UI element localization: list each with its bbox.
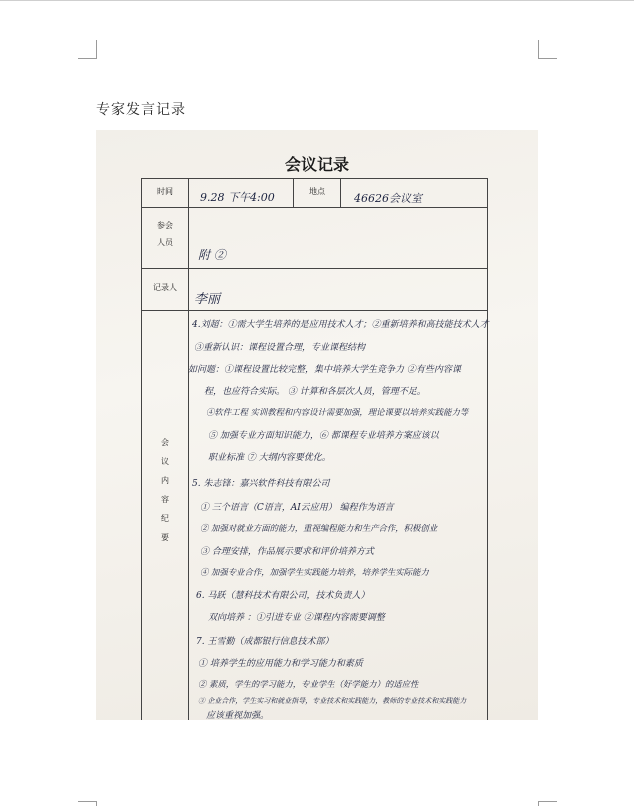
meeting-record-photo — [96, 130, 538, 720]
table-row-divider — [141, 207, 487, 208]
crop-mark-top-left — [78, 40, 97, 59]
content-label — [159, 433, 171, 547]
content-line: 职业标准 ⑦ 大纲内容要优化。 — [208, 453, 331, 463]
time-value: 9.28 下午4:00 — [200, 191, 275, 204]
content-line: 程，也应符合实际。 ③ 计算和各层次人员，管理不足。 — [204, 387, 426, 397]
content-line: ④ 加强专业合作，加强学生实践能力培养，培养学生实际能力 — [200, 567, 429, 577]
content-label-char: 纪 — [161, 514, 169, 523]
record-title: 会议记录 — [284, 155, 349, 174]
content-line: ② 加强对就业方面的能力，重视编程能力和生产合作，积极创业 — [200, 523, 438, 533]
crop-mark-top-right — [538, 40, 557, 59]
content-line: ⑤ 加强专业方面知识能力，⑥ 都课程专业培养方案应该以 — [208, 431, 439, 441]
recorder-value: 李丽 — [194, 292, 221, 307]
content-line: ③ 合理安排，作品展示要求和评价培养方式 — [200, 547, 374, 557]
content-line: ③ 企业合作，学生实习和就业指导，专业技术和实践能力，教师的专业技术和实践能力 — [198, 697, 467, 705]
content-line: 如问题：①课程设置比较完整，集中培养大学生竞争力 ②有些内容课 — [188, 365, 461, 375]
paper-sheet — [96, 130, 538, 720]
table-column-divider — [188, 178, 189, 720]
recorder-label: 记录人 — [153, 283, 177, 292]
place-value: 46626会议室 — [354, 192, 422, 205]
content-line: 6. 马跃（慧科技术有限公司，技术负责人） — [196, 591, 370, 601]
content-line: 双向培养 ：①引进专业 ②课程内容需要调整 — [208, 613, 385, 623]
content-line: ③重新认识：课程设置合理，专业课程结构 — [194, 343, 366, 353]
content-line: 应该重视加强。 — [206, 711, 270, 720]
table-row-divider — [141, 310, 487, 311]
content-line: ④软件工程 实训教程和内容设计需要加强，理论课要以培养实践能力等 — [206, 407, 469, 417]
content-line: ① 培养学生的应用能力和学习能力和素质 — [198, 659, 363, 669]
page-top-edge — [0, 0, 634, 1]
content-line: ② 素质，学生的学习能力，专业学生（好学能力）的适应性 — [198, 679, 419, 689]
table-row-divider — [141, 268, 487, 269]
attendees-value: 附 ② — [198, 248, 226, 262]
content-label-char: 内 — [161, 476, 169, 485]
content-line: 7. 王雪勤（成都银行信息技术部） — [196, 637, 334, 647]
crop-mark-bottom-right — [538, 801, 557, 806]
content-line: ① 三个语言（C语言，AI云应用） 编程作为语言 — [200, 503, 394, 513]
table-column-divider — [340, 178, 341, 208]
content-line: 5. 朱志锋：嘉兴软件科技有限公司 — [192, 479, 330, 489]
content-label-char: 要 — [161, 533, 169, 542]
crop-mark-bottom-left — [78, 801, 97, 806]
content-label-char: 议 — [161, 457, 169, 466]
time-label: 时间 — [157, 187, 173, 196]
attendees-label-line1: 参会 — [157, 221, 173, 230]
content-label-char: 会 — [161, 438, 169, 447]
content-label-char: 容 — [161, 495, 169, 504]
place-label: 地点 — [309, 187, 325, 196]
attendees-label-line2: 人员 — [157, 238, 173, 247]
document-heading: 专家发言记录 — [96, 102, 186, 118]
content-line: 4.刘超：①需大学生培养的是应用技术人才；②重新培养和高技能技术人才 — [192, 320, 489, 330]
